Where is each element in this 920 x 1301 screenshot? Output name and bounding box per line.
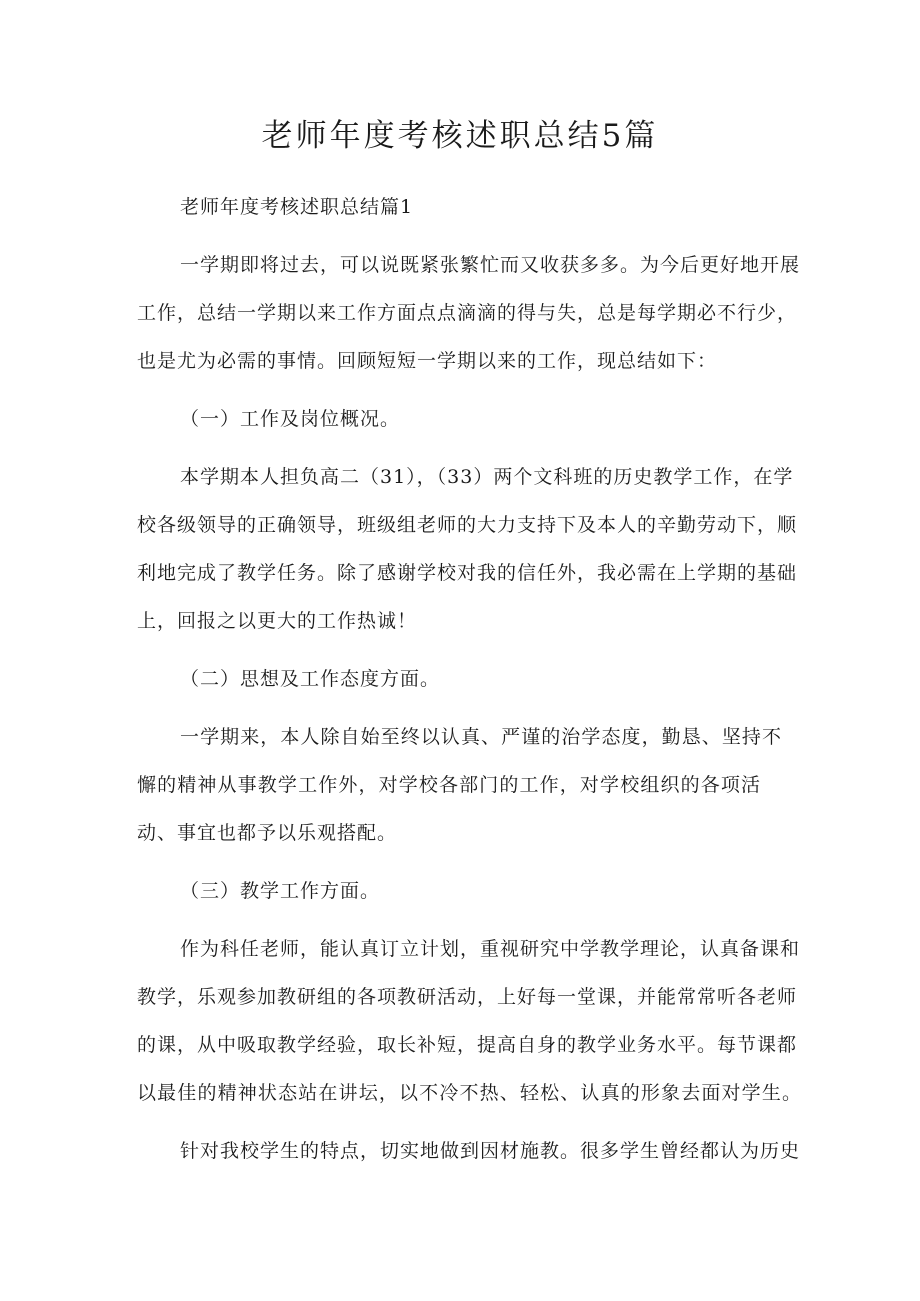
paragraph-2-line-1: 本学期本人担负高二（31），（33）两个文科班的历史教学工作，在学	[180, 466, 794, 488]
paragraph-1-line-2: 工作，总结一学期以来工作方面点点滴滴的得与失，总是每学期必不行少，	[137, 302, 798, 324]
paragraph-1-line-1: 一学期即将过去，可以说既紧张繁忙而又收获多多。为今后更好地开展	[180, 254, 801, 276]
paragraph-2-line-2: 校各级领导的正确领导，班级组老师的大力支持下及本人的辛勤劳动下，顺	[137, 514, 798, 536]
section-heading-2: （二）思想及工作态度方面。	[180, 668, 441, 690]
paragraph-4-line-2: 教学，乐观参加教研组的各项教研活动，上好每一堂课，并能常常听各老师	[137, 986, 798, 1008]
paragraph-1-line-3: 也是尤为必需的事情。回顾短短一学期以来的工作，现总结如下：	[137, 350, 718, 372]
paragraph-4-line-1: 作为科任老师，能认真订立计划，重视研究中学教学理论，认真备课和	[180, 938, 801, 960]
paragraph-2-line-4: 上，回报之以更大的工作热诚！	[137, 610, 418, 632]
paragraph-3-line-2: 懈的精神从事教学工作外，对学校各部门的工作，对学校组织的各项活	[137, 774, 761, 796]
paragraph-4-line-4: 以最佳的精神状态站在讲坛，以不冷不热、轻松、认真的形象去面对学生。	[137, 1082, 802, 1104]
paragraph-3-line-3: 动、事宜也都予以乐观搭配。	[137, 822, 398, 844]
document-title: 老师年度考核述职总结5篇	[261, 118, 659, 154]
paragraph-5-line-1: 针对我校学生的特点，切实地做到因材施教。很多学生曾经都认为历史	[180, 1140, 801, 1162]
paragraph-4-line-3: 的课，从中吸取教学经验，取长补短，提高自身的教学业务水平。每节课都	[137, 1034, 798, 1056]
section-heading-1: （一）工作及岗位概况。	[180, 408, 401, 430]
paragraph-3-line-1: 一学期来，本人除自始至终以认真、严谨的治学态度，勤恳、坚持不	[180, 726, 782, 748]
section-heading-3: （三）教学工作方面。	[180, 880, 381, 902]
document-subtitle: 老师年度考核述职总结篇1	[180, 196, 414, 218]
paragraph-2-line-3: 利地完成了教学任务。除了感谢学校对我的信任外，我必需在上学期的基础	[137, 562, 798, 584]
